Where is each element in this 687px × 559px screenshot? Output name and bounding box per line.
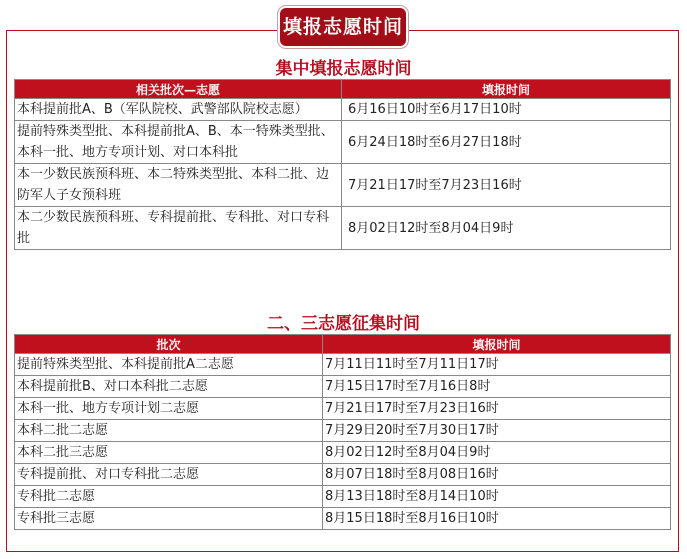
table-row bbox=[15, 464, 671, 486]
header-time: 填报时间 bbox=[323, 335, 671, 354]
time-cell: 7月29日20时至7月30日17时 bbox=[323, 420, 671, 442]
table-header-row bbox=[15, 80, 671, 99]
batch-cell: 专科提前批、对口专科批二志愿 bbox=[15, 464, 323, 486]
batch-cell: 提前特殊类型批、本科提前批A二志愿 bbox=[15, 354, 323, 376]
header-batch: 批次 bbox=[15, 335, 323, 354]
page-title: 填报志愿时间 bbox=[280, 8, 406, 46]
table-row bbox=[15, 442, 671, 464]
time-cell: 8月15日18时至8月16日10时 bbox=[323, 508, 671, 530]
time-cell: 8月07日18时至8月08日16时 bbox=[323, 464, 671, 486]
solicitation-table bbox=[14, 334, 671, 530]
time-cell: 8月02日12时至8月04日9时 bbox=[342, 207, 671, 250]
time-cell: 6月16日10时至6月17日10时 bbox=[342, 99, 671, 121]
batch-cell: 专科批三志愿 bbox=[15, 508, 323, 530]
time-cell: 7月21日17时至7月23日16时 bbox=[342, 164, 671, 207]
table-row bbox=[15, 420, 671, 442]
batch-cell: 本科提前批A、B（军队院校、武警部队院校志愿） bbox=[15, 99, 342, 121]
section1-title: 集中填报志愿时间 bbox=[275, 59, 412, 79]
batch-cell: 本一少数民族预科班、本二特殊类型批、本科二批、边防军人子女预科班 bbox=[15, 164, 342, 207]
table-row bbox=[15, 398, 671, 420]
batch-cell: 提前特殊类型批、本科提前批A、B、本一特殊类型批、本科一批、地方专项计划、对口本科批 bbox=[15, 121, 342, 164]
header-batch: 相关批次—志愿 bbox=[15, 80, 342, 99]
time-cell: 8月02日12时至8月04日9时 bbox=[323, 442, 671, 464]
table-header-row bbox=[15, 335, 671, 354]
header-time: 填报时间 bbox=[342, 80, 671, 99]
table-row bbox=[15, 376, 671, 398]
section2-title: 二、三志愿征集时间 bbox=[267, 314, 420, 334]
batch-cell: 本科提前批B、对口本科批二志愿 bbox=[15, 376, 323, 398]
concentrated-filing-table bbox=[14, 79, 671, 250]
batch-cell: 本科二批二志愿 bbox=[15, 420, 323, 442]
table-row bbox=[15, 354, 671, 376]
batch-cell: 专科批二志愿 bbox=[15, 486, 323, 508]
time-cell: 7月21日17时至7月23日16时 bbox=[323, 398, 671, 420]
time-cell: 6月24日18时至6月27日18时 bbox=[342, 121, 671, 164]
table-row bbox=[15, 486, 671, 508]
table-row bbox=[15, 207, 671, 250]
batch-cell: 本二少数民族预科班、专科提前批、专科批、对口专科批 bbox=[15, 207, 342, 250]
time-cell: 7月15日17时至7月16日8时 bbox=[323, 376, 671, 398]
table-row bbox=[15, 508, 671, 530]
time-cell: 7月11日11时至7月11日17时 bbox=[323, 354, 671, 376]
table-row bbox=[15, 121, 671, 164]
batch-cell: 本科二批三志愿 bbox=[15, 442, 323, 464]
time-cell: 8月13日18时至8月14日10时 bbox=[323, 486, 671, 508]
table-row bbox=[15, 164, 671, 207]
table-row bbox=[15, 99, 671, 121]
batch-cell: 本科一批、地方专项计划二志愿 bbox=[15, 398, 323, 420]
